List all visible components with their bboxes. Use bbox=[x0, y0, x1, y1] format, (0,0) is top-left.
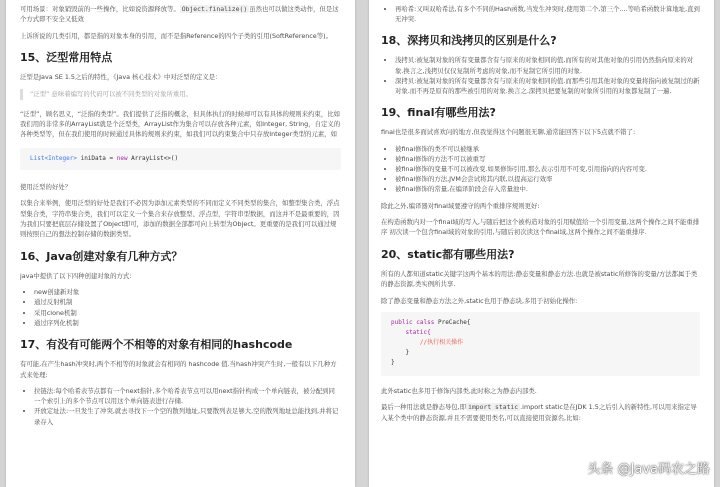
top-list bbox=[395, 4, 700, 24]
section-18-heading: 18、深拷贝和浅拷贝的区别是什么? bbox=[381, 34, 557, 48]
section-20-paragraph: 最后一种用法就是静态导包,即 import static .import static是在JDK 1.5之后引入的新特性,可以用来指定导入某个类中的静态资源,并且不需要使用类名,可以直接使用资源名,比如: bbox=[381, 403, 697, 422]
section-19-list bbox=[395, 144, 700, 195]
section-20-heading: 20、static都有哪些用法? bbox=[381, 247, 515, 261]
section-16-heading: 16、Java创建对象有几种方式？ bbox=[20, 249, 183, 263]
list-item: • 被final修饰的类不可以被继承 bbox=[395, 144, 700, 154]
list-item: • 再哈希:又叫双哈希法,有多个不同的Hash函数,当发生冲突时,使用第二个,第三个....等哈希函数计算地址,直到无冲突. bbox=[395, 4, 700, 24]
left-page bbox=[6, 0, 355, 487]
list-item: • 被final修饰的常量,在编译阶段会存入常量池中. bbox=[395, 184, 700, 194]
section-18-list bbox=[395, 55, 700, 96]
list-item: • 被final修饰的方法不可以被重写 bbox=[395, 154, 700, 164]
right-page bbox=[369, 0, 714, 487]
intro-paragraph-2: 上诉所说的几类引用，都是指的对象本身的引用，而不是指Reference的四个子类的引用(SoftReference等)。 bbox=[20, 31, 333, 40]
list-item: • 开放定址法:一旦发生了冲突,就去寻找下一个空的散列地址,只要散列表足够大,空的散列地址总能找到,并将记录存入 bbox=[34, 406, 341, 426]
section-16-paragraph: java中提供了以下四种创建对象的方式: bbox=[20, 271, 132, 280]
inline-code: import static bbox=[468, 403, 519, 412]
list-item: • 浅拷贝:被复制对象的所有变量都含有与原来的对象相同的值,而所有的对其他对象的引用仍然指向原来的对象.换言之,浅拷贝仅仅复制所考虑的对象,而不复制它所引用的对象. bbox=[395, 55, 700, 75]
section-15-paragraph: 泛型是Java SE 1.5之后的特性，《Java 核心技术》中对泛型的定义是： bbox=[20, 73, 222, 82]
list-item: • 被final修饰的方法,JVM会尝试将其内联,以提高运行效率 bbox=[395, 174, 700, 184]
section-15-paragraph: “泛型”，顾名思义，“泛指的类型”。我们提供了泛指的概念，但具体执行的时候却可以有具体的规则来约束，比如我们用的非常多的ArrayList就是个泛型类，ArrayList作为集合可以存放各种元素，如Integer, String，自定义的各种类型等，但在我们使用的时候通过具体的规则来约束，如我们可以约束集合中只存放Integer类型的元素，如 bbox=[20, 109, 341, 139]
list-item: • 深拷贝:被复制对象的所有变量都含有与原来的对象相同的值.而那些引用其他对象的变量将指向被复制过的新对象.而不再是原有的那些被引用的对象.换言之.深拷贝把要复制的对象所引用的对象都复制了一遍. bbox=[395, 76, 700, 96]
list-item: • 通过序列化机制 bbox=[34, 318, 341, 328]
section-19-paragraph: 除此之外,编译器对final域要遵守的两个重排序规则更好: bbox=[381, 201, 540, 210]
section-16-list bbox=[34, 287, 341, 328]
list-item: • 采用clone机制 bbox=[34, 308, 341, 318]
intro-paragraph-1: 可用场景：对象销毁前的一些操作，比如说资源释放等。 Object.finalize() 虽然也可以做这类动作，但是这个方式即不安全又低效 bbox=[20, 5, 339, 24]
code-block: public calss PreCache{ static{ //执行相关操作 } } bbox=[381, 312, 700, 376]
section-15-quote: “泛型” 意味着编写的代码可以被不同类型的对象所重用。 bbox=[20, 89, 341, 100]
section-15-heading: 15、泛型常用特点 bbox=[20, 51, 113, 65]
section-17-list bbox=[34, 386, 341, 427]
list-item: • new创建新对象 bbox=[34, 287, 341, 297]
list-item: • 拉链法:每个哈希表节点都有一个next指针,多个哈希表节点可以用next指针构成一个单向链表，被分配到同一个索引上的多个节点可以用这个单向链表进行存储. bbox=[34, 386, 341, 406]
section-20-paragraph: 此外static也多用于修饰内部类,此时称之为静态内部类. bbox=[381, 387, 537, 396]
section-19-paragraph: 在构造函数内对一个final域的写入,与随后把这个被构造对象的引用赋值给一个引用变量,这两个操作之间不能重排序 初次读一个包含final域的对象的引用,与随后初次读这个final域,这两个操作之间不能重排序. bbox=[381, 218, 700, 237]
inline-code: Object.finalize() bbox=[181, 5, 248, 13]
section-20-paragraph: 除了静态变量和静态方法之外,static也用于静态块,多用于初始化操作: bbox=[381, 296, 578, 305]
section-19-heading: 19、final有哪些用法? bbox=[381, 106, 496, 120]
section-17-paragraph: 有可能,在产生hash冲突时,两个不相等的对象就会有相同的 hashcode 值.当hash冲突产生时,一般有以下几种方式来处理: bbox=[20, 360, 337, 379]
section-15-paragraph: 以集合来举例，使用泛型的好处是我们不必因为添加元素类型的不同而定义不同类型的集合，如整型集合类，浮点型集合类，字符串集合类，我们可以定义一个集合来存放整型、浮点型，字符串型数据，而这并不是最重要的，因为我们只要把底层存储设置了Object即可，添加的数据全部都可向上转型为Object。更重要的是我们可以通过规则按照自己的想法控制存储的数据类型。 bbox=[20, 199, 340, 239]
watermark: 头条 @Java码农之路 bbox=[587, 462, 710, 477]
list-item: • 被final修饰的变量不可以被改变.如果修饰引用,那么表示引用不可变,引用指向的内容可变. bbox=[395, 164, 700, 174]
list-item: • 通过反射机制 bbox=[34, 297, 341, 307]
section-20-paragraph: 所有的人都知道static关键字这两个基本的用法:静态变量和静态方法.也就是被static所修饰的变量/方法都属于类的静态资源,类实例所共享. bbox=[381, 269, 698, 289]
section-19-paragraph: final也是很多面试喜欢问的地方,但我觉得这个问题很无聊,通常能回答下以下5点就不错了: bbox=[381, 128, 636, 137]
code-block: List<Integer> iniData = new ArrayList<>() bbox=[20, 148, 341, 170]
section-17-heading: 17、有没有可能两个不相等的对象有相同的hashcode bbox=[20, 338, 293, 352]
section-15-paragraph: 使用泛型的好处？ bbox=[20, 182, 72, 191]
